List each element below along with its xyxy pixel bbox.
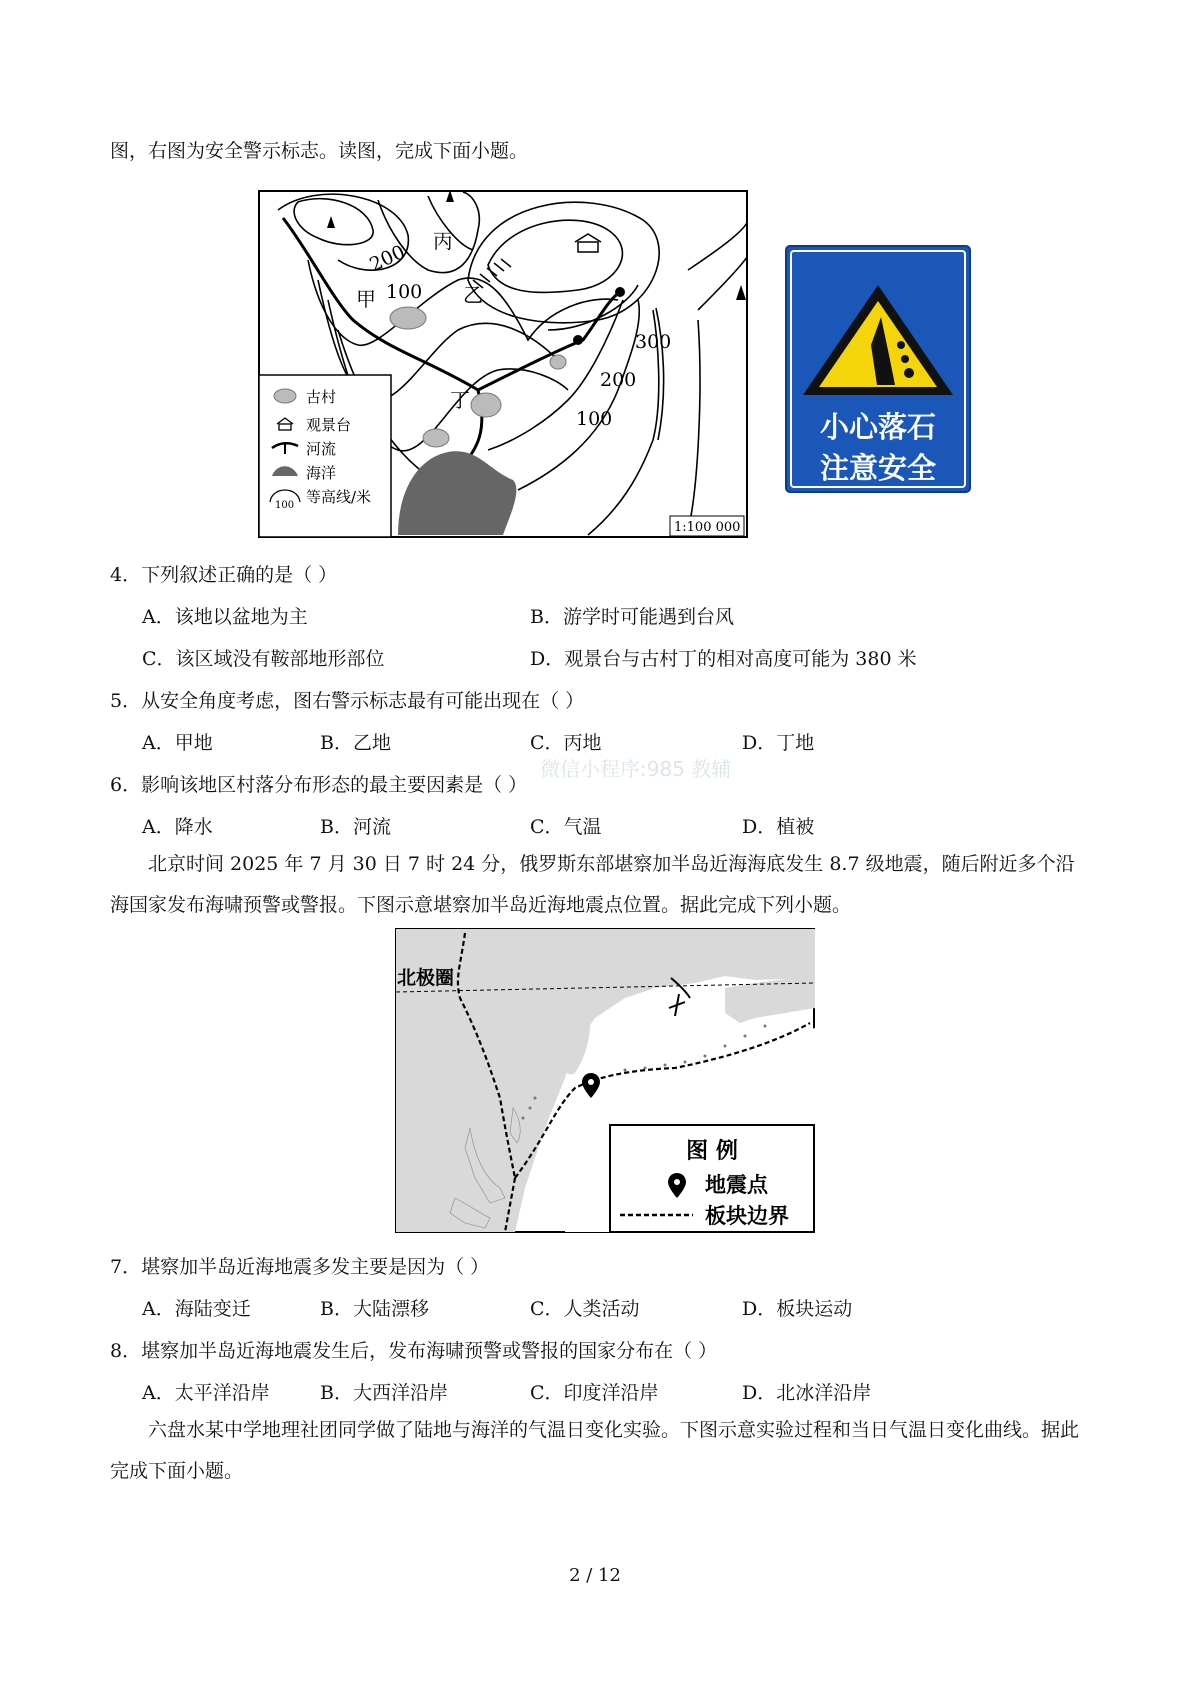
legend-river: 河流 [306,440,337,458]
q6-option-c[interactable]: C．气温 [530,816,602,838]
sign-line-2: 注意安全 [819,451,937,485]
contour-label: 200 [366,240,409,277]
passage-temperature: 六盘水某中学地理社团同学做了陆地与海洋的气温日变化实验。下图示意实验过程和当日气温日变化曲线。据此完成下面小题。 [110,1419,1080,1482]
q6-option-d[interactable]: D．植被 [742,816,815,838]
q4-option-a[interactable]: A．该地以盆地为主 [142,606,308,628]
legend-contour-sample: 100 [275,500,295,511]
q4-option-b[interactable]: B．游学时可能遇到台风 [530,606,734,628]
watermark-text: 微信小程序:985 教辅 [540,757,732,781]
q8-option-d[interactable]: D．北冰洋沿岸 [742,1382,872,1404]
contour-map [258,190,748,542]
place-bing: 丙 [433,229,453,253]
legend-epicenter: 地震点 [705,1173,768,1197]
q5-option-d[interactable]: D．丁地 [742,732,815,754]
q8-option-a[interactable]: A．太平洋沿岸 [142,1382,270,1404]
q5-option-b[interactable]: B．乙地 [320,732,391,754]
q8-option-b[interactable]: B．大西洋沿岸 [320,1382,448,1404]
legend-contour: 等高线/米 [306,488,372,506]
legend-plate-boundary: 板块边界 [705,1204,789,1228]
legend-viewpoint: 观景台 [306,416,352,434]
contour-label: 300 [635,331,672,353]
question-8: 8．堪察加半岛近海地震发生后，发布海啸预警或警报的国家分布在（ ） [110,1340,718,1362]
contour-label: 100 [576,408,613,430]
question-7: 7．堪察加半岛近海地震多发主要是因为（ ） [110,1256,490,1278]
kamchatka-map [395,928,815,1237]
intro-text: 图，右图为安全警示标志。读图，完成下面小题。 [110,140,529,162]
legend-ocean: 海洋 [306,464,337,482]
place-yi: 乙 [463,283,483,307]
q7-option-d[interactable]: D．板块运动 [742,1298,853,1320]
sign-line-1: 小心落石 [819,410,937,444]
legend-title: 图 例 [686,1139,738,1164]
q7-option-c[interactable]: C．人类活动 [530,1298,640,1320]
question-5: 5．从安全角度考虑，图右警示标志最有可能出现在（ ） [110,690,585,712]
q7-option-a[interactable]: A．海陆变迁 [142,1298,251,1320]
passage-earthquake: 北京时间 2025 年 7 月 30 日 7 时 24 分，俄罗斯东部堪察加半岛近海海底发生 8.7 级地震，随后附近多个沿海国家发布海啸预警或警报。下图示意堪察加半岛近海地震点位置。据此完成下列小题。 [110,853,1075,916]
q8-option-c[interactable]: C．印度洋沿岸 [530,1382,659,1404]
q6-option-a[interactable]: A．降水 [142,816,213,838]
q4-option-c[interactable]: C．该区域没有鞍部地形部位 [142,648,385,670]
contour-label: 200 [600,369,637,391]
arctic-circle-label: 北极圈 [397,967,455,989]
place-jia: 甲 [356,287,376,311]
page-number: 2 / 12 [569,1565,621,1586]
q4-option-d[interactable]: D．观景台与古村丁的相对高度可能为 380 米 [530,648,917,670]
q5-option-c[interactable]: C．丙地 [530,732,602,754]
question-4: 4．下列叙述正确的是（ ） [110,564,338,586]
q7-option-b[interactable]: B．大陆漂移 [320,1298,429,1320]
contour-label: 100 [386,281,423,303]
map-scale: 1:100 000 [674,520,741,535]
q6-option-b[interactable]: B．河流 [320,816,391,838]
question-6: 6．影响该地区村落分布形态的最主要因素是（ ） [110,774,528,796]
legend-village: 古村 [306,388,337,406]
q5-option-a[interactable]: A．甲地 [142,732,213,754]
warning-sign [785,245,971,497]
place-ding: 丁 [450,388,470,412]
